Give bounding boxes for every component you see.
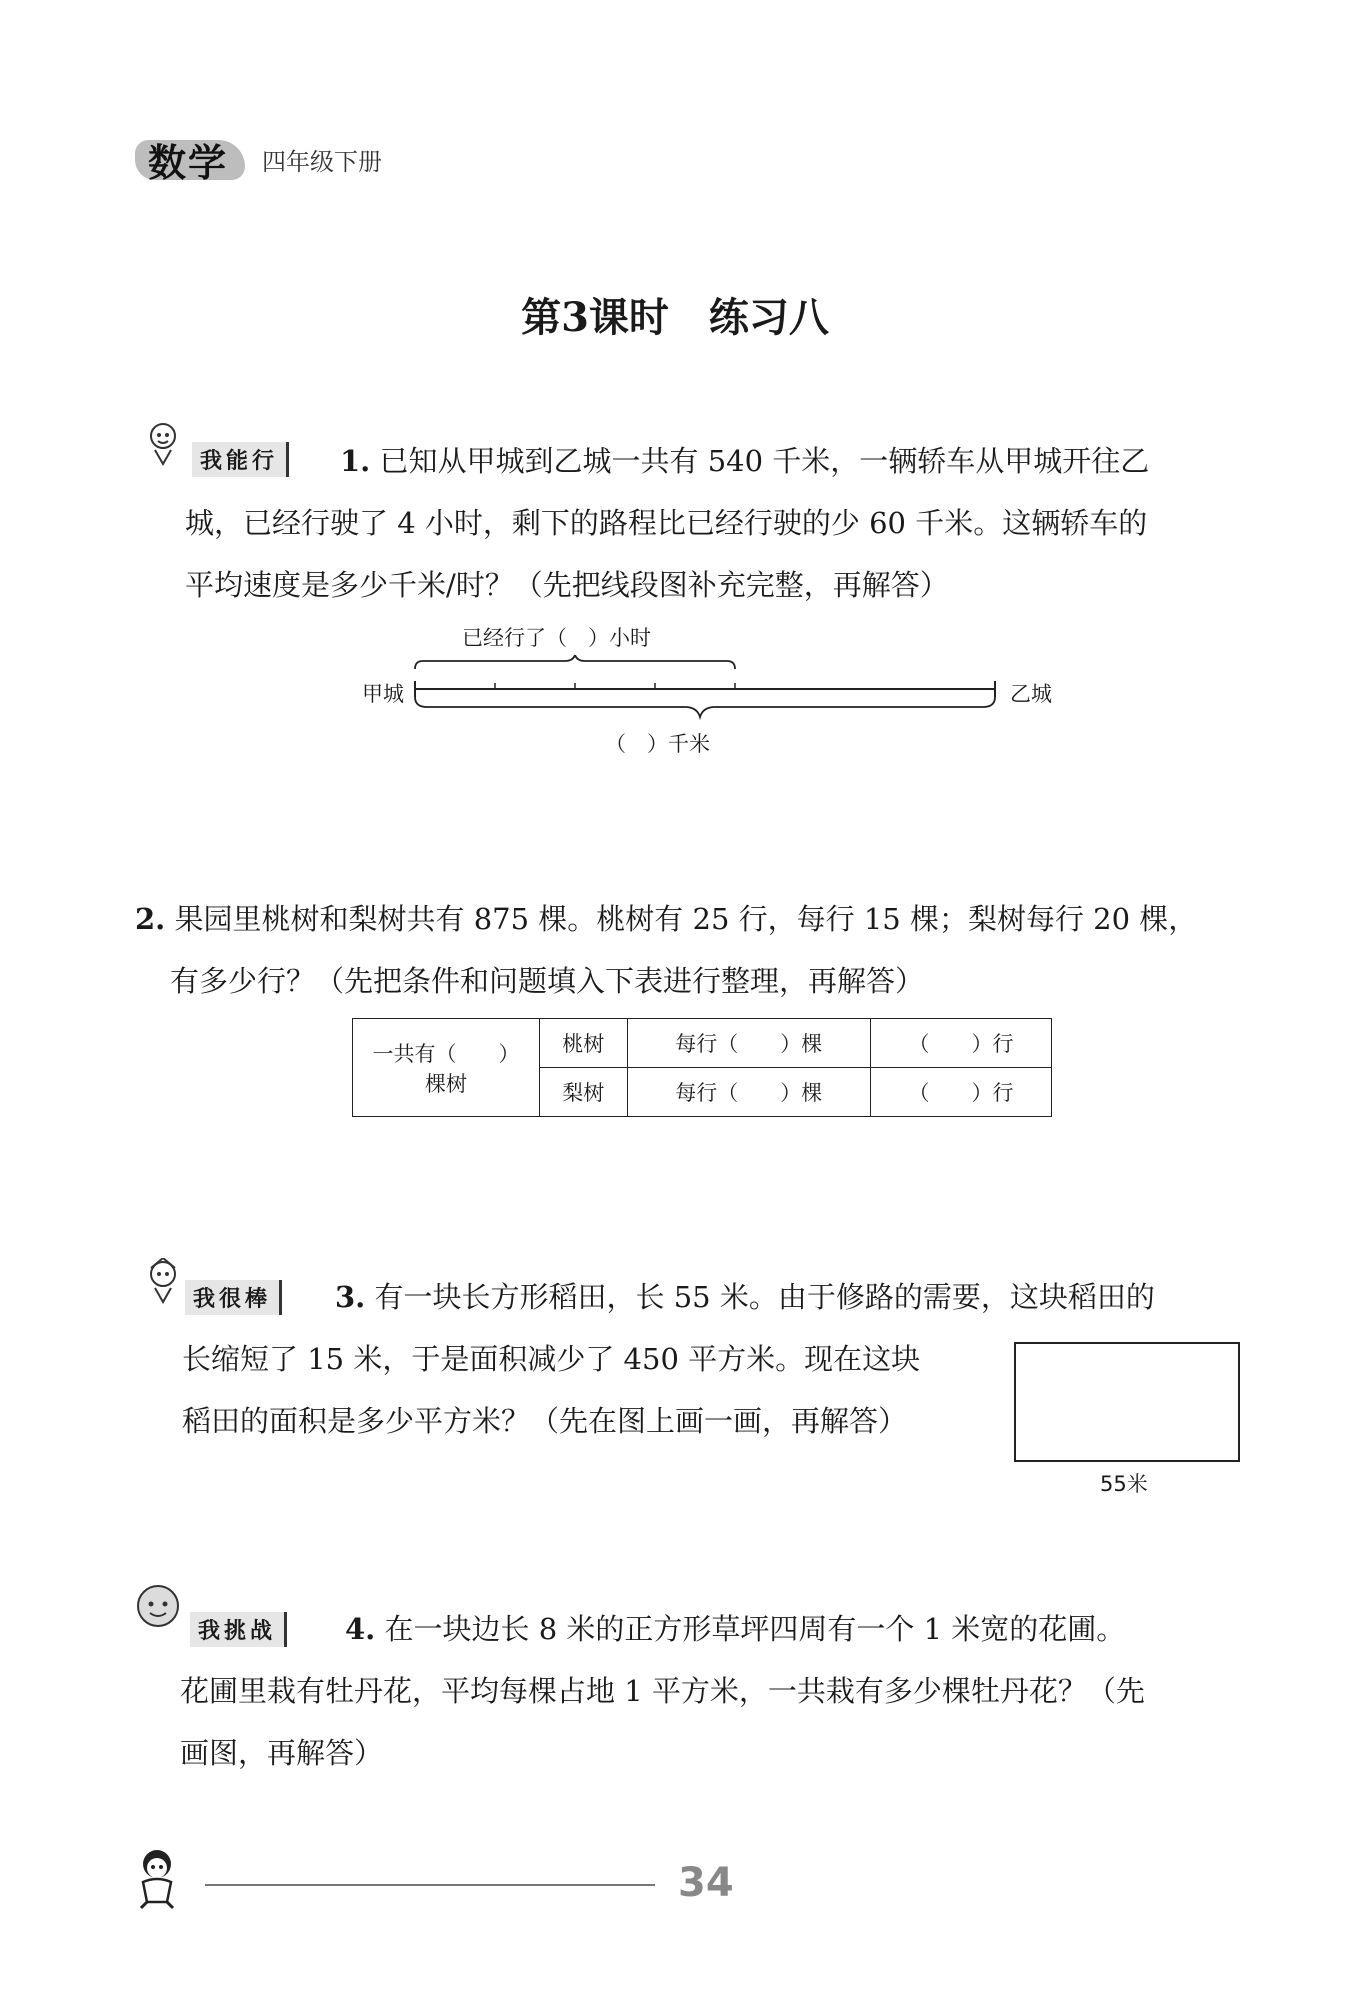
page-number: 34 (678, 1860, 734, 1906)
level-tag-1: 我能行 (192, 442, 289, 477)
diagram-left-label: 甲城 (362, 682, 404, 706)
question-2-line-1 (135, 888, 1197, 950)
page-title: 第3课时 练习八 (521, 294, 829, 341)
condition-table (352, 1018, 1052, 1117)
table-cell-rows: （ ）行 (870, 1019, 1051, 1068)
table-cell-tree: 桃树 (540, 1019, 628, 1068)
question-4-line-2: 花圃里栽有牡丹花，平均每棵占地 1 平方米，一共栽有多少棵牡丹花？（先 (180, 1674, 1145, 1708)
level-tag-2: 我很棒 (185, 1280, 282, 1315)
question-1-text-1: 已知从甲城到乙城一共有 540 千米，一辆轿车从甲城开往乙 (379, 444, 1150, 478)
question-4-number: 4. (345, 1612, 376, 1646)
table-row (353, 1019, 1052, 1068)
table-total-cell (353, 1019, 540, 1117)
question-2-line-2: 有多少行？（先把条件和问题填入下表进行整理，再解答） (170, 964, 925, 998)
mascot-icon (140, 420, 186, 466)
mascot-icon (140, 1258, 186, 1304)
header-subject: 数学 (148, 141, 229, 185)
footer-mascot-icon (125, 1842, 195, 1912)
question-3-line-3: 稻田的面积是多少平方米？（先在图上画一画，再解答） (182, 1404, 908, 1438)
question-4-text-1: 在一块边长 8 米的正方形草坪四周有一个 1 米宽的花圃。 (384, 1612, 1126, 1646)
question-1-line-2: 城，已经行驶了 4 小时，剩下的路程比已经行驶的少 60 千米。这辆轿车的 (185, 506, 1148, 540)
question-2-number: 2. (135, 902, 166, 936)
diagram-bottom-label: （ ）千米 (605, 732, 710, 756)
question-1-number: 1. (340, 444, 371, 478)
question-3-line-2: 长缩短了 15 米，于是面积减少了 450 平方米。现在这块 (182, 1342, 921, 1376)
table-total-line-2: 棵树 (425, 1071, 467, 1096)
diagram-top-label: 已经行了（ ）小时 (462, 626, 651, 650)
question-4-line-3: 画图，再解答） (180, 1736, 384, 1770)
question-4-line-1 (345, 1598, 1125, 1660)
table-cell-per-row: 每行（ ）棵 (627, 1019, 870, 1068)
mascot-icon (130, 1582, 186, 1638)
question-1-line-3: 平均速度是多少千米/时？（先把线段图补充完整，再解答） (185, 568, 949, 602)
table-cell-rows: （ ）行 (870, 1068, 1051, 1117)
header-grade: 四年级下册 (262, 148, 382, 176)
rectangle-length-label: 55米 (1100, 1472, 1148, 1496)
footer-rule (205, 1884, 655, 1886)
question-2-text-1: 果园里桃树和梨树共有 875 棵。桃树有 25 行，每行 15 棵；梨树每行 20 棵， (174, 902, 1198, 936)
table-total-line-1: 一共有（ ） (372, 1041, 520, 1066)
segment-diagram (405, 655, 1005, 725)
question-3-text-1: 有一块长方形稻田，长 55 米。由于修路的需要，这块稻田的 (374, 1280, 1155, 1314)
diagram-right-label: 乙城 (1010, 682, 1052, 706)
rice-field-rectangle (1014, 1342, 1240, 1462)
table-cell-tree: 梨树 (540, 1068, 628, 1117)
question-1-line-1 (340, 430, 1149, 492)
level-tag-3: 我挑战 (190, 1612, 287, 1647)
table-cell-per-row: 每行（ ）棵 (627, 1068, 870, 1117)
question-3-line-1 (335, 1266, 1155, 1328)
question-3-number: 3. (335, 1280, 366, 1314)
